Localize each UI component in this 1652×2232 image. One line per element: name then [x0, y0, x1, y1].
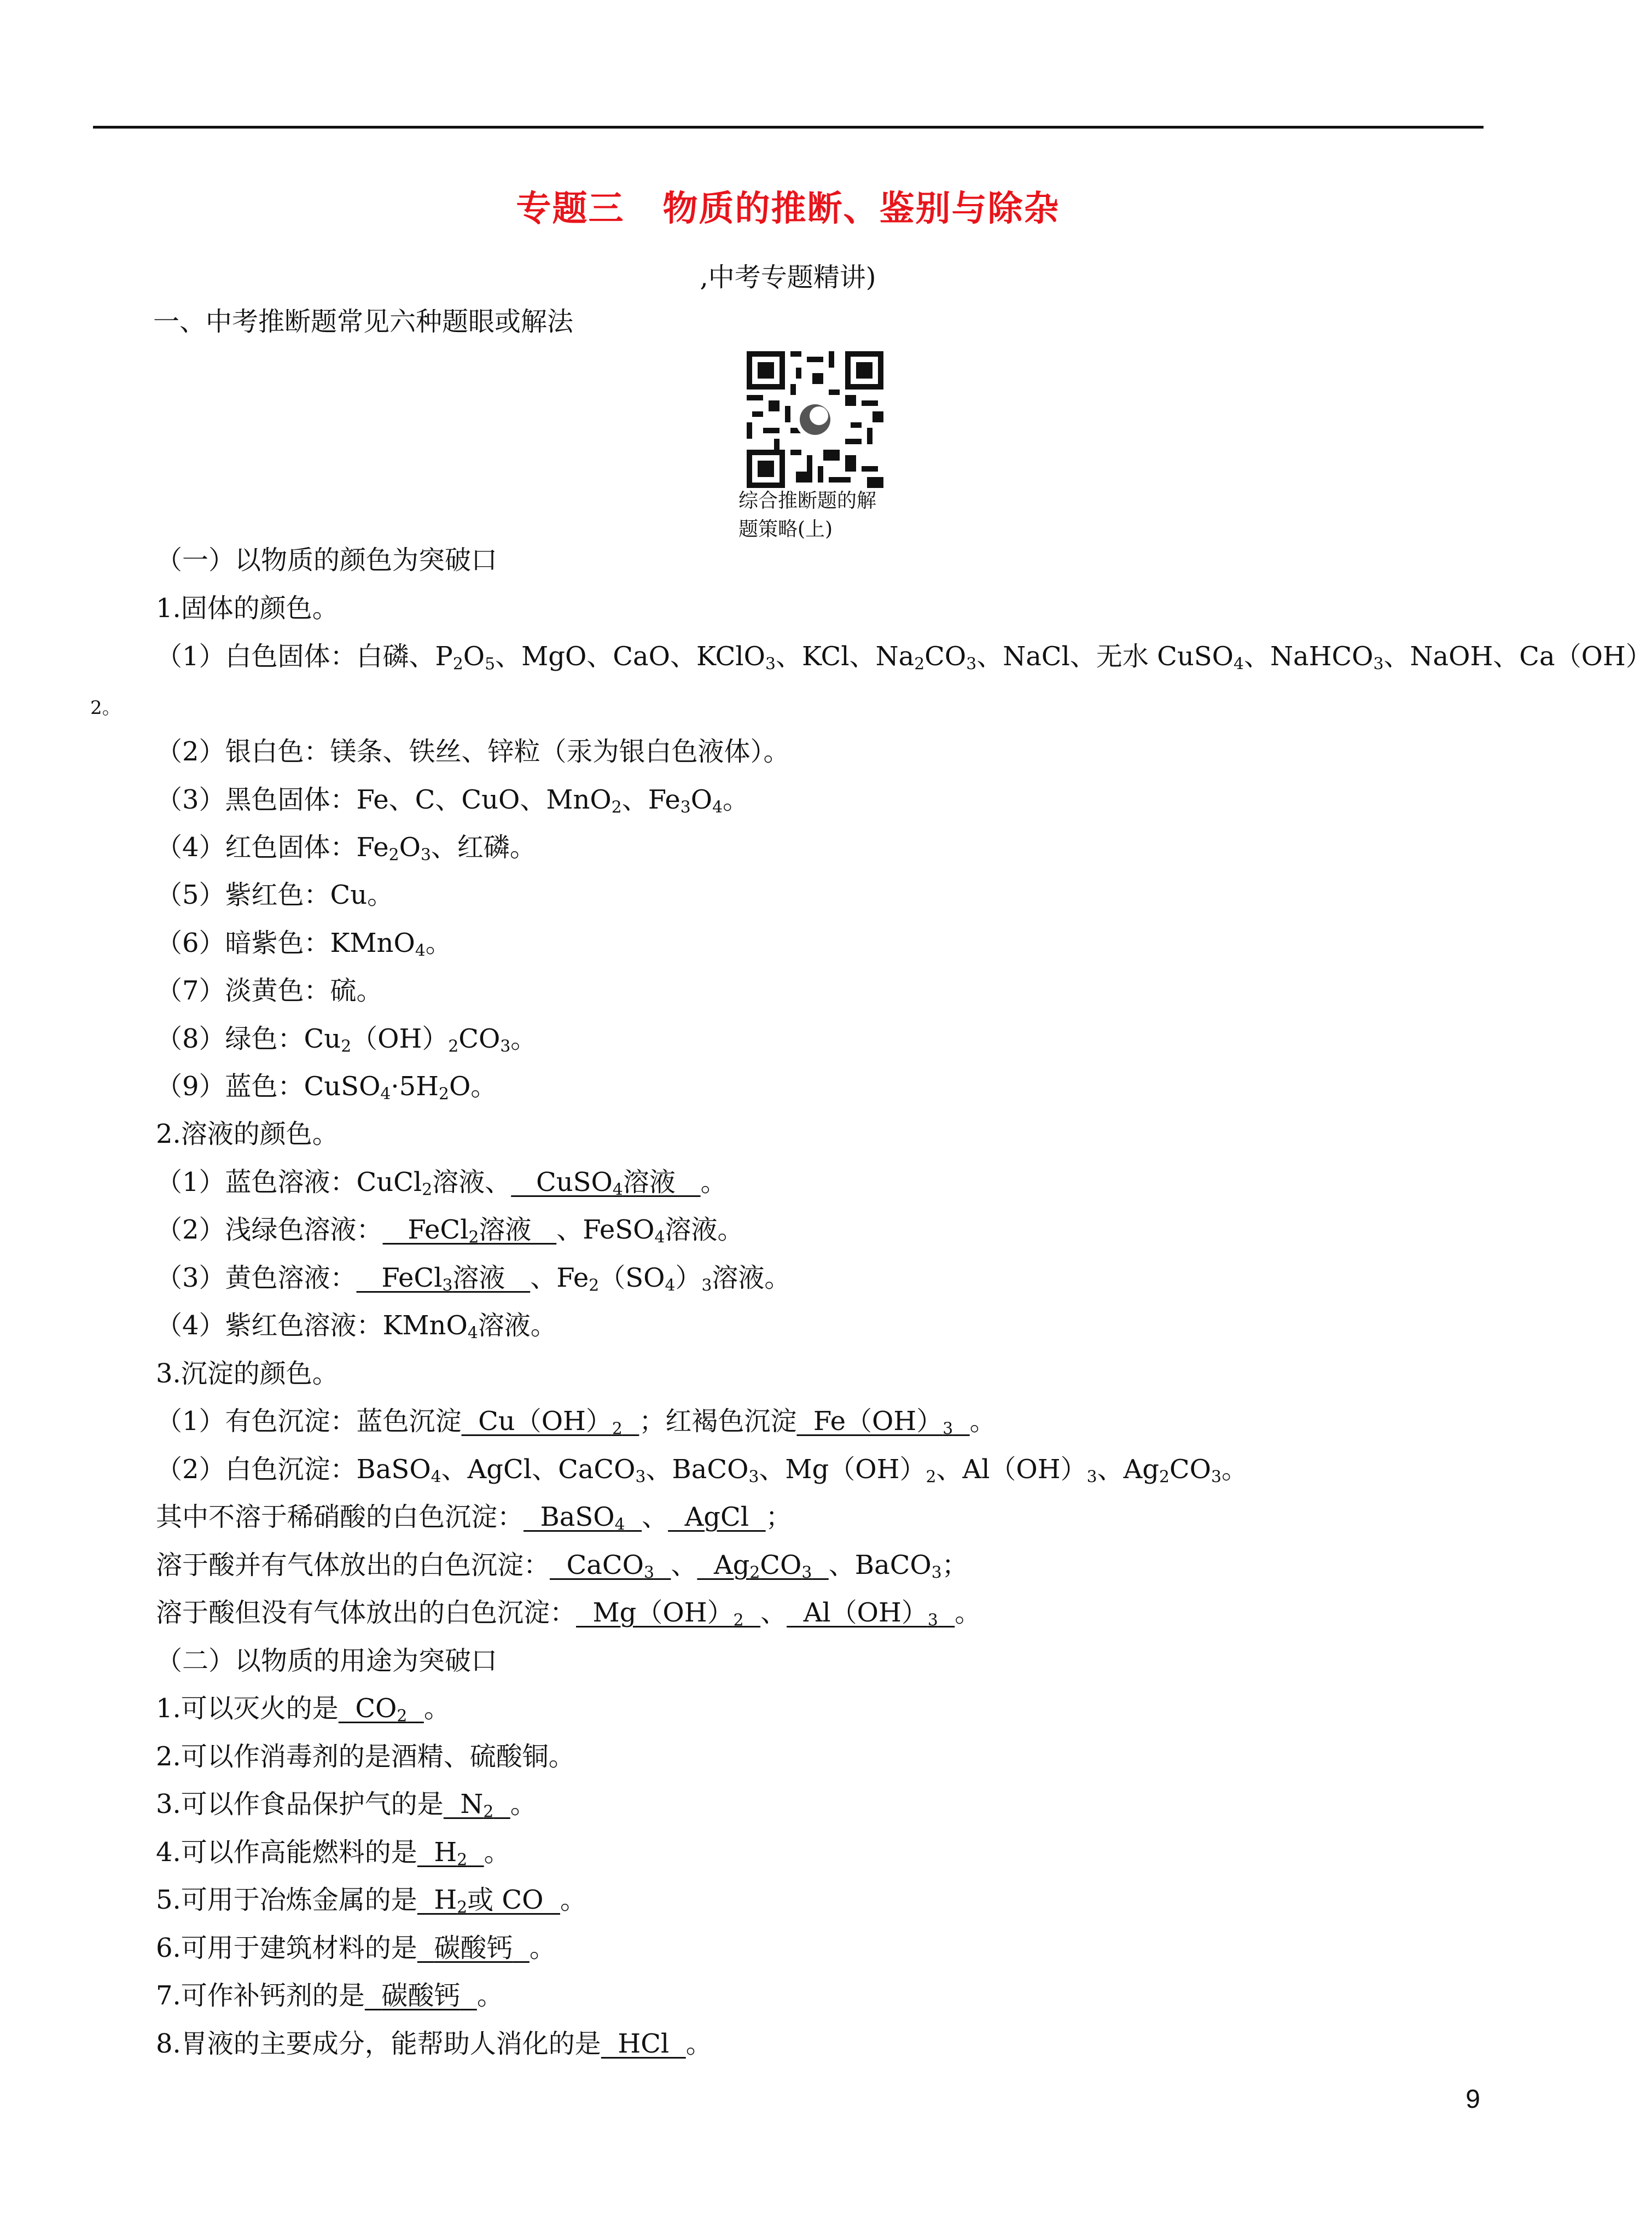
item-heading: 3.沉淀的颜色。	[156, 1358, 339, 1389]
section-heading-1: （一）以物质的颜色为突破口	[156, 545, 498, 576]
subtitle: ,中考专题精讲)	[700, 262, 876, 293]
use-line-6: 6.可用于建筑材料的是 碳酸钙 。	[156, 1933, 556, 1963]
top-rule	[93, 126, 1484, 129]
use-line-7: 7.可作补钙剂的是 碳酸钙 。	[156, 1980, 503, 2011]
text-line: 溶于酸并有气体放出的白色沉淀： CaCO$_3$ 、 $Ag_2CO_3$ 、BaCO$_3$；	[156, 1550, 968, 1583]
text-line: 其中不溶于稀硝酸的白色沉淀： BaSO$_4$ 、 AgCl ；	[156, 1502, 792, 1535]
qr-caption-line-2: 题策略(上)	[738, 518, 833, 540]
text-line: （1）有色沉淀：蓝色沉淀 $Cu(OH)_2$ ；红褐色沉淀 $Fe(OH)_3$ 。	[156, 1406, 996, 1439]
use-line-4: 4.可以作高能燃料的是 $H_2$ 。	[156, 1837, 510, 1870]
section-heading-2: （二）以物质的用途为突破口	[156, 1646, 498, 1676]
qr-caption-line-1: 综合推断题的解	[738, 490, 877, 512]
text-line: （7）淡黄色：硫。	[156, 975, 383, 1006]
use-line-5: 5.可用于冶炼金属的是 $H_2$或 CO 。	[156, 1885, 586, 1917]
text-line: （3）黑色固体：Fe、C、CuO、MnO$_2$、$Fe_3O_4$。	[156, 784, 749, 817]
text-line: （2）白色沉淀：BaSO$_4$、AgCl、CaCO$_3$、BaCO$_3$、$Mg(OH)_2$、$Al(OH)_3$、$Ag_2CO_3$。	[156, 1454, 1248, 1487]
text-line: （1）白色固体：白磷、$P_2O_5$、MgO、CaO、KClO$_3$、KCl、$Na_2CO_3$、NaCl、无水 CuSO$_4$、NaHCO$_3$、NaOH、Ca（OH）	[156, 641, 1652, 674]
heading-1: 一、中考推断题常见六种题眼或解法	[153, 306, 574, 337]
text-line: （4）红色固体：$Fe_2O_3$、红磷。	[156, 832, 536, 865]
text-line: （2）浅绿色溶液： FeCl$_2$溶液 、FeSO$_4$溶液。	[156, 1214, 744, 1247]
text-line: （6）暗紫色：KMnO$_4$。	[156, 928, 452, 961]
title-part-1: 专题三	[516, 189, 625, 229]
text-line: （8）绿色：$Cu_2(OH)_2CO_3$。	[156, 1024, 537, 1056]
text-line: （1）蓝色溶液：CuCl$_2$溶液、 CuSO$_4$溶液 。	[156, 1167, 727, 1200]
title-part-2: 物质的推断、鉴别与除杂	[662, 189, 1060, 229]
qr-code-icon	[747, 351, 883, 488]
text-line: （3）黄色溶液： FeCl$_3$溶液 、$Fe_2(SO_4)_3$溶液。	[156, 1263, 791, 1295]
use-line-2: 2.可以作消毒剂的是酒精、硫酸铜。	[156, 1741, 575, 1772]
use-line-8: 8.胃液的主要成分，能帮助人消化的是 HCl 。	[156, 2028, 712, 2059]
text-line: （5）紫红色：Cu。	[156, 880, 394, 910]
item-heading: 1.固体的颜色。	[156, 593, 339, 624]
page-title	[0, 181, 1576, 231]
text-line: （4）紫红色溶液：KMnO$_4$溶液。	[156, 1310, 557, 1343]
text-line: 2。	[90, 697, 121, 719]
text-line: 溶于酸但没有气体放出的白色沉淀： $Mg(OH)_2$ 、 $Al(OH)_3$ 。	[156, 1597, 981, 1630]
page-number: 9	[1465, 2085, 1480, 2114]
use-line-1: 1.可以灭火的是 $CO_2$ 。	[156, 1693, 450, 1726]
text-line: （2）银白色：镁条、铁丝、锌粒（汞为银白色液体）。	[156, 736, 790, 767]
qr-caption	[738, 487, 919, 544]
use-line-3: 3.可以作食品保护气的是 $N_2$ 。	[156, 1789, 537, 1822]
text-line: （9）蓝色：$CuSO_4\cdot 5H_2O$。	[156, 1071, 497, 1104]
item-heading: 2.溶液的颜色。	[156, 1119, 339, 1149]
